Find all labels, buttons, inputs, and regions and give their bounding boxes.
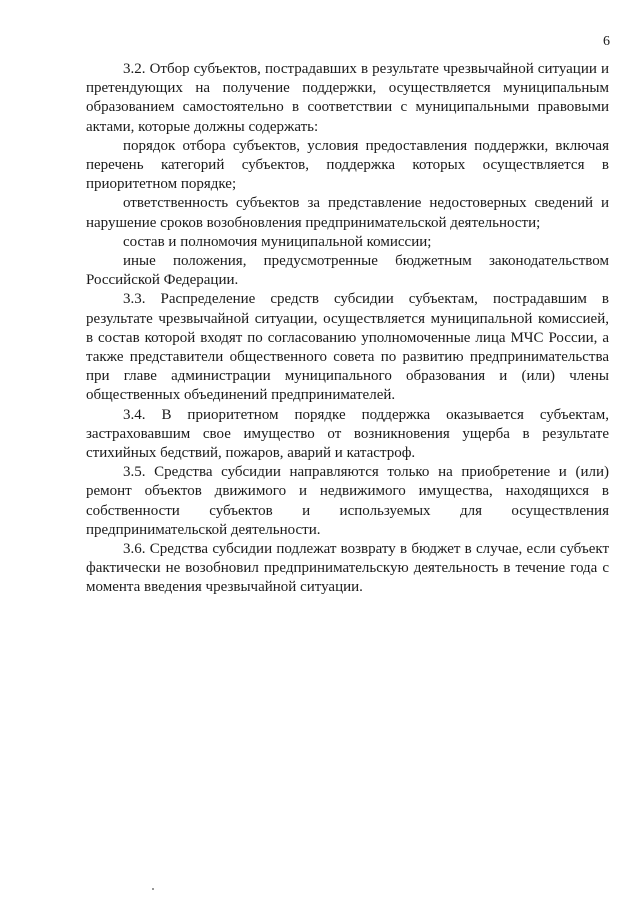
- list-item-responsibility: ответственность субъектов за представление недостоверных сведений и нарушение сроков возобновления предпринимательской деятельности;: [86, 195, 609, 231]
- paragraph-3-6: 3.6. Средства субсидии подлежат возврату в бюджет в случае, если субъект фактически не возобновил предпринимательскую деятельность в течение года с момента введения чрезвычайной ситуации.: [86, 541, 609, 596]
- paragraph-3-3: 3.3. Распределение средств субсидии субъектам, пострадавшим в результате чрезвычайной ситуации, осуществляется муниципальной комиссией, в состав которой входят по согласованию уполномоченные лица МЧС России, а также представители общественного совета по развитию предпринимательства при главе администрации муниципального образования и (или) члены общественных объединений предпринимателей.: [86, 291, 609, 404]
- list-item-other-provisions: иные положения, предусмотренные бюджетным законодательством Российской Федерации.: [86, 253, 609, 289]
- list-item-commission: состав и полномочия муниципальной комиссии;: [123, 233, 432, 250]
- paragraph-3-2: 3.2. Отбор субъектов, пострадавших в результате чрезвычайной ситуации и претендующих на получение поддержки, осуществляется муниципальным образованием самостоятельно в соответствии с муниципальными правовыми актами, которые должны содержать:: [86, 61, 609, 135]
- page-number: 6: [603, 34, 610, 49]
- scan-speck: [152, 888, 154, 890]
- paragraph-3-4: 3.4. В приоритетном порядке поддержка оказывается субъектам, застраховавшим свое имущество от возникновения ущерба в результате стихийных бедствий, пожаров, аварий и катастроф.: [86, 406, 609, 462]
- document-body: [86, 60, 609, 598]
- list-item-selection-procedure: порядок отбора субъектов, условия предоставления поддержки, включая перечень категорий субъектов, поддержка которых осуществляется в приоритетном порядке;: [86, 137, 609, 193]
- paragraph-3-5: 3.5. Средства субсидии направляются только на приобретение и (или) ремонт объектов движимого и недвижимого имущества, находящихся в собственности субъектов и используемых для осуществления предпринимательской деятельности.: [86, 464, 609, 538]
